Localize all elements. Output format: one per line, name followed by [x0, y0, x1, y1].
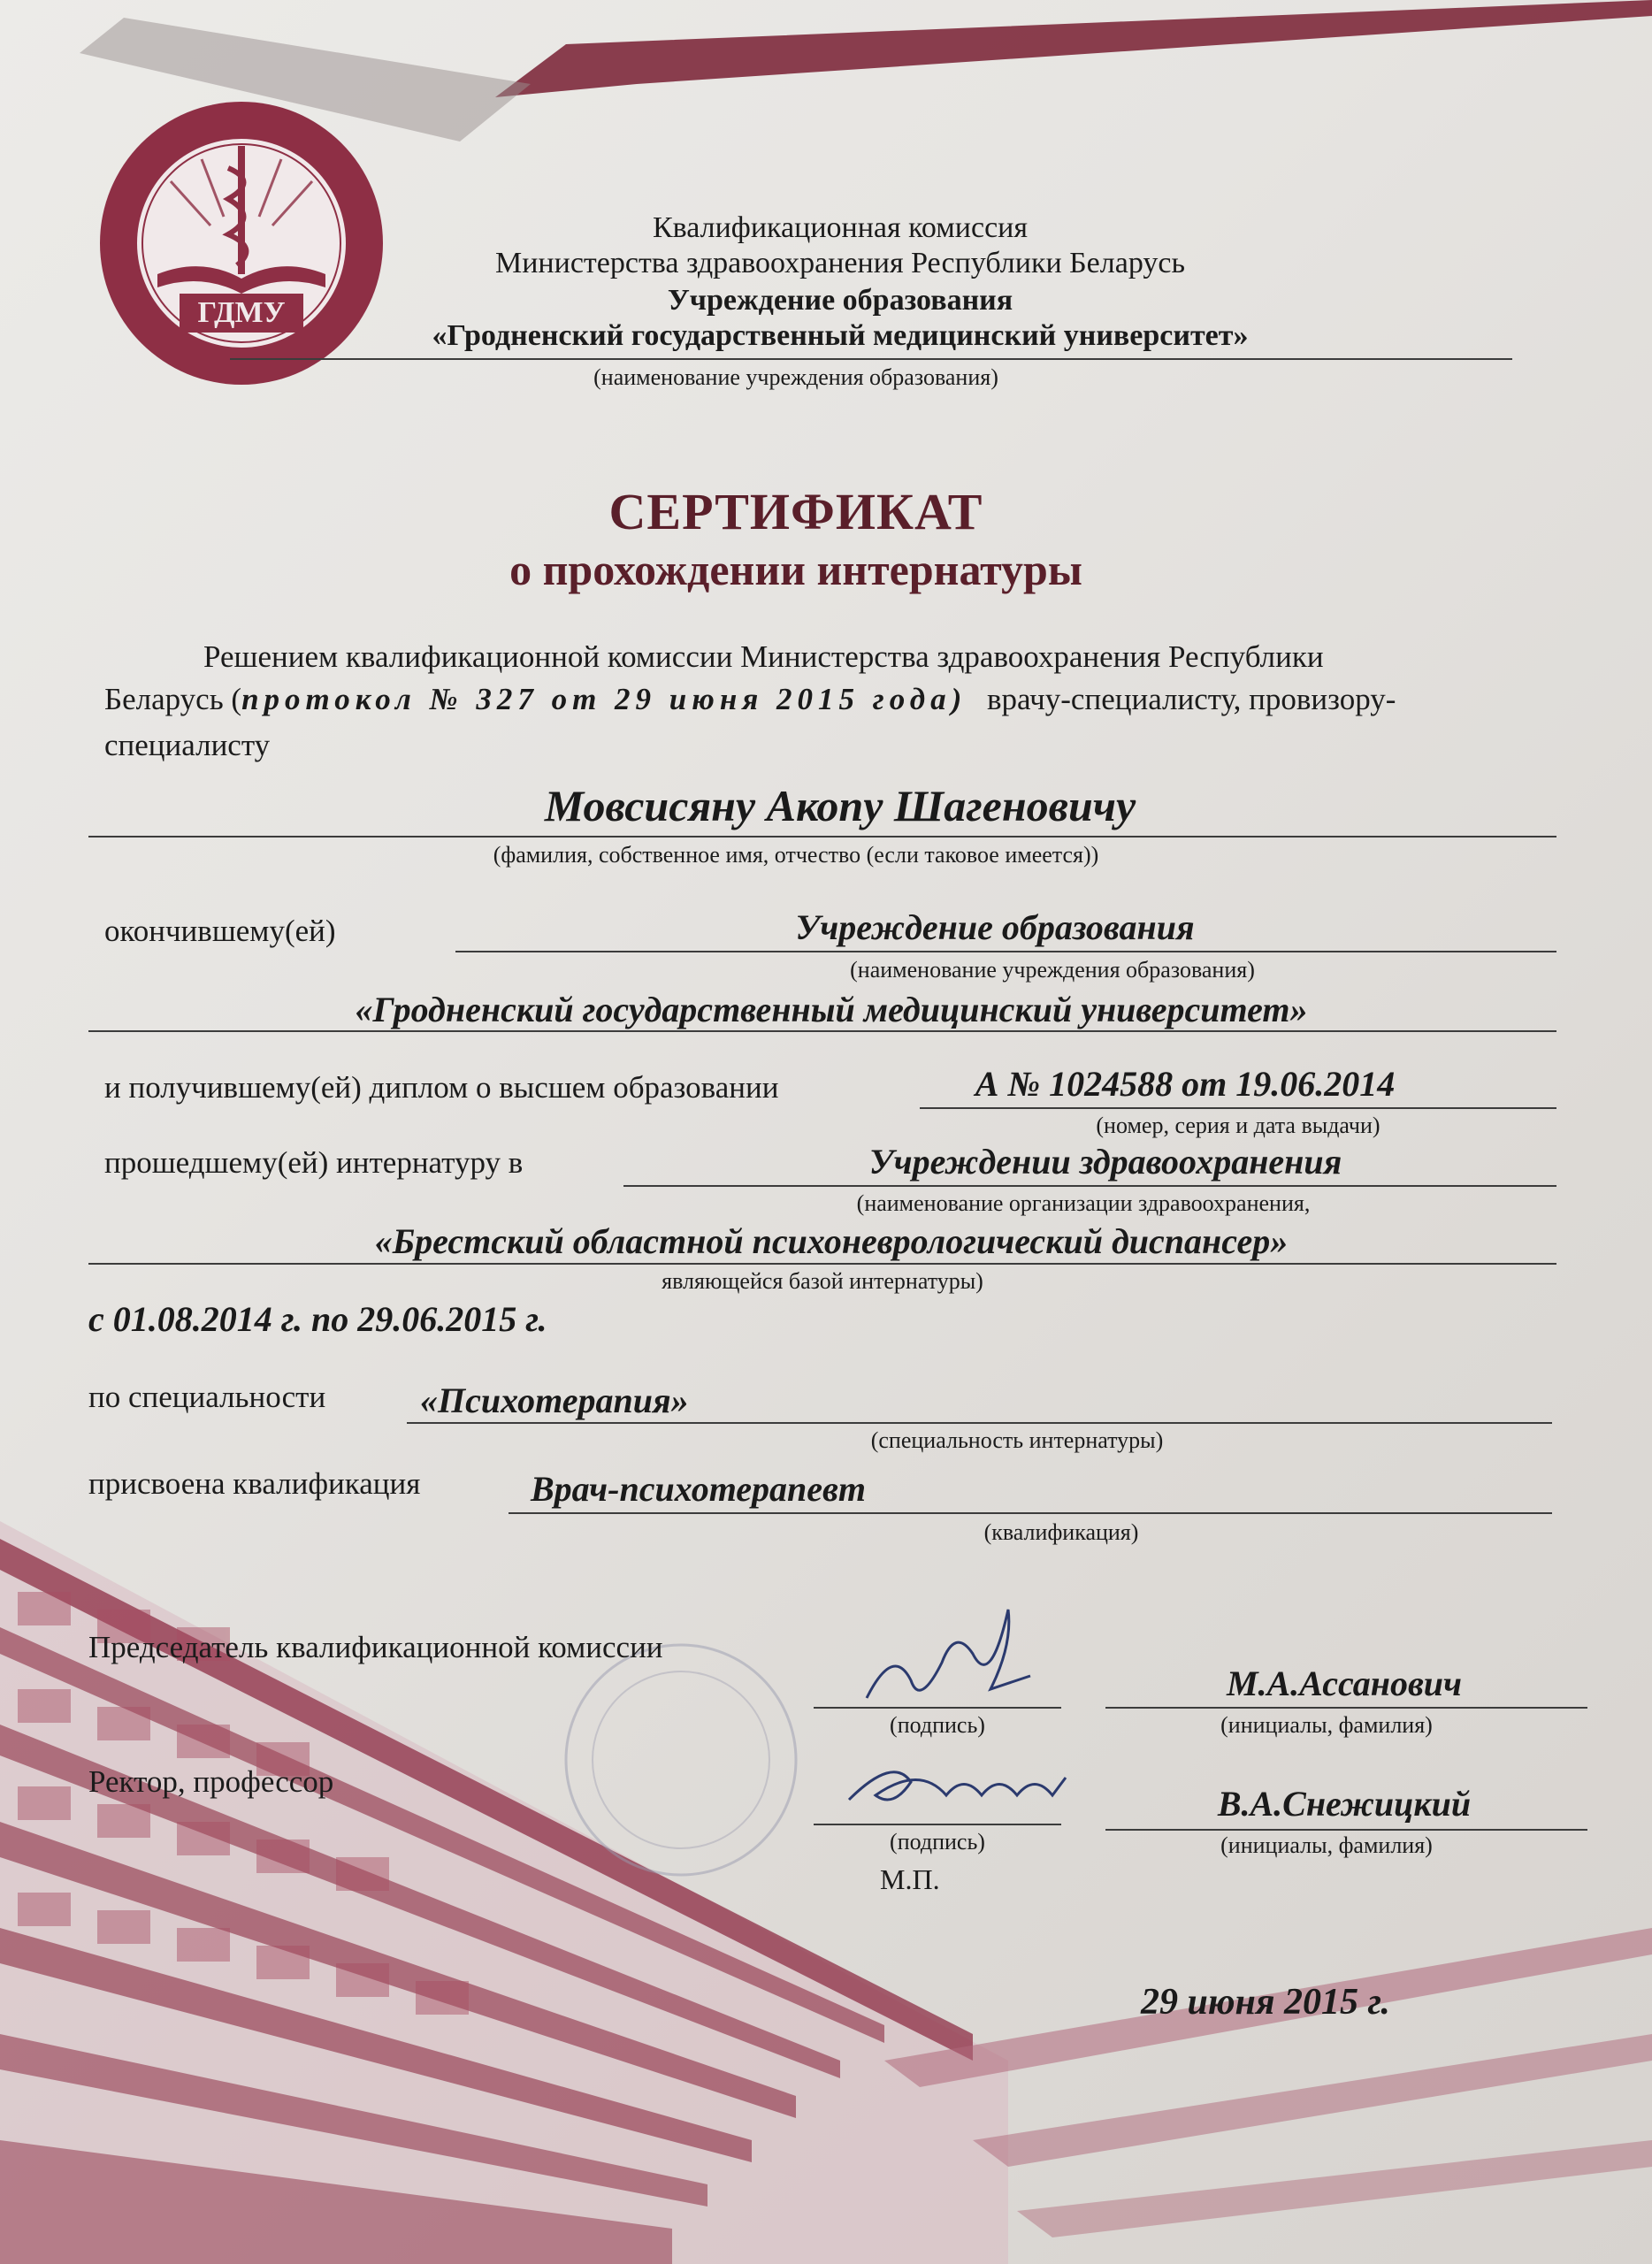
institution-type-heading: Учреждение образования	[667, 284, 1013, 317]
institution-caption: (наименование учреждения образования)	[593, 364, 998, 390]
diploma-label: и получившему(ей) диплом о высшем образовании	[104, 1070, 779, 1105]
decision-line-3: специалисту	[104, 728, 271, 762]
graduated-underline-1	[455, 951, 1556, 952]
internship-caption-1: (наименование организации здравоохранения,	[856, 1190, 1311, 1216]
specialty-caption: (специальность интернатуры)	[870, 1427, 1164, 1453]
chair-signature-underline	[814, 1707, 1061, 1709]
rector-name-caption: (инициалы, фамилия)	[1220, 1832, 1433, 1858]
rector-name-underline	[1105, 1829, 1587, 1831]
graduated-value-2: «Гродненский государственный медицинский университет»	[355, 990, 1308, 1029]
qualification-underline	[509, 1512, 1552, 1514]
ministry-heading: Министерства здравоохранения Республики Беларусь	[495, 247, 1185, 279]
chair-name-caption: (инициалы, фамилия)	[1220, 1712, 1433, 1738]
rector-signature-underline	[814, 1824, 1061, 1825]
certificate-title: СЕРТИФИКАТ	[608, 483, 983, 540]
rector-name: В.А.Снежицкий	[1217, 1784, 1472, 1824]
decision-prefix: Беларусь (	[104, 682, 242, 716]
diploma-value: А № 1024588 от 19.06.2014	[975, 1064, 1396, 1104]
chair-name-underline	[1105, 1707, 1587, 1709]
chair-name: М.А.Ассанович	[1226, 1664, 1463, 1703]
internship-value-1: Учреждении здравоохранения	[868, 1142, 1342, 1182]
rector-signature	[840, 1747, 1070, 1826]
graduated-value-1: Учреждение образования	[795, 907, 1195, 947]
internship-underline-2	[88, 1263, 1556, 1265]
diploma-caption: (номер, серия и дата выдачи)	[1096, 1113, 1380, 1138]
protocol-value: протокол № 327 от 29 июня 2015 года)	[241, 682, 967, 716]
graduated-caption: (наименование учреждения образования)	[850, 957, 1255, 983]
chair-label: Председатель квалификационной комиссии	[88, 1630, 663, 1664]
specialty-label: по специальности	[88, 1380, 326, 1414]
qualification-label: присвоена квалификация	[88, 1466, 421, 1501]
decision-suffix: врачу-специалисту, провизору-	[987, 682, 1396, 716]
certificate-date: 29 июня 2015 г.	[1141, 1982, 1390, 2023]
qualification-caption: (квалификация)	[983, 1519, 1139, 1545]
diploma-underline	[920, 1107, 1556, 1109]
institution-name-heading: «Гродненский государственный медицинский университет»	[432, 319, 1249, 352]
recipient-caption: (фамилия, собственное имя, отчество (если таковое имеется))	[493, 842, 1099, 868]
decision-line-2	[104, 677, 1555, 722]
specialty-value: «Психотерапия»	[420, 1381, 689, 1420]
graduated-underline-2	[88, 1030, 1556, 1032]
qualification-value: Врач-психотерапевт	[531, 1469, 867, 1509]
rector-label: Ректор, профессор	[88, 1764, 334, 1799]
stamp-place: М.П.	[880, 1863, 940, 1895]
commission-heading: Квалификационная комиссия	[652, 211, 1029, 244]
recipient-underline	[88, 836, 1556, 838]
internship-label: прошедшему(ей) интернатуру в	[104, 1145, 524, 1180]
internship-caption-2: являющейся базой интернатуры)	[662, 1268, 983, 1294]
certificate-subtitle: о прохождении интернатуры	[509, 545, 1082, 594]
decision-line-1: Решением квалификационной комиссии Министерства здравоохранения Республики	[203, 639, 1324, 674]
internship-value-2: «Брестский областной психоневрологический диспансер»	[374, 1221, 1289, 1261]
svg-text:ГДМУ: ГДМУ	[197, 296, 286, 329]
specialty-underline	[407, 1422, 1552, 1424]
internship-underline-1	[623, 1185, 1556, 1187]
recipient-name: Мовсисяну Акопу Шагеновичу	[544, 781, 1136, 830]
chair-signature-caption: (подпись)	[890, 1712, 985, 1738]
chair-signature	[858, 1592, 1035, 1725]
internship-period: с 01.08.2014 г. по 29.06.2015 г.	[88, 1299, 547, 1339]
institution-underline	[230, 358, 1512, 360]
graduated-label: окончившему(ей)	[104, 914, 336, 948]
rector-signature-caption: (подпись)	[890, 1829, 985, 1855]
